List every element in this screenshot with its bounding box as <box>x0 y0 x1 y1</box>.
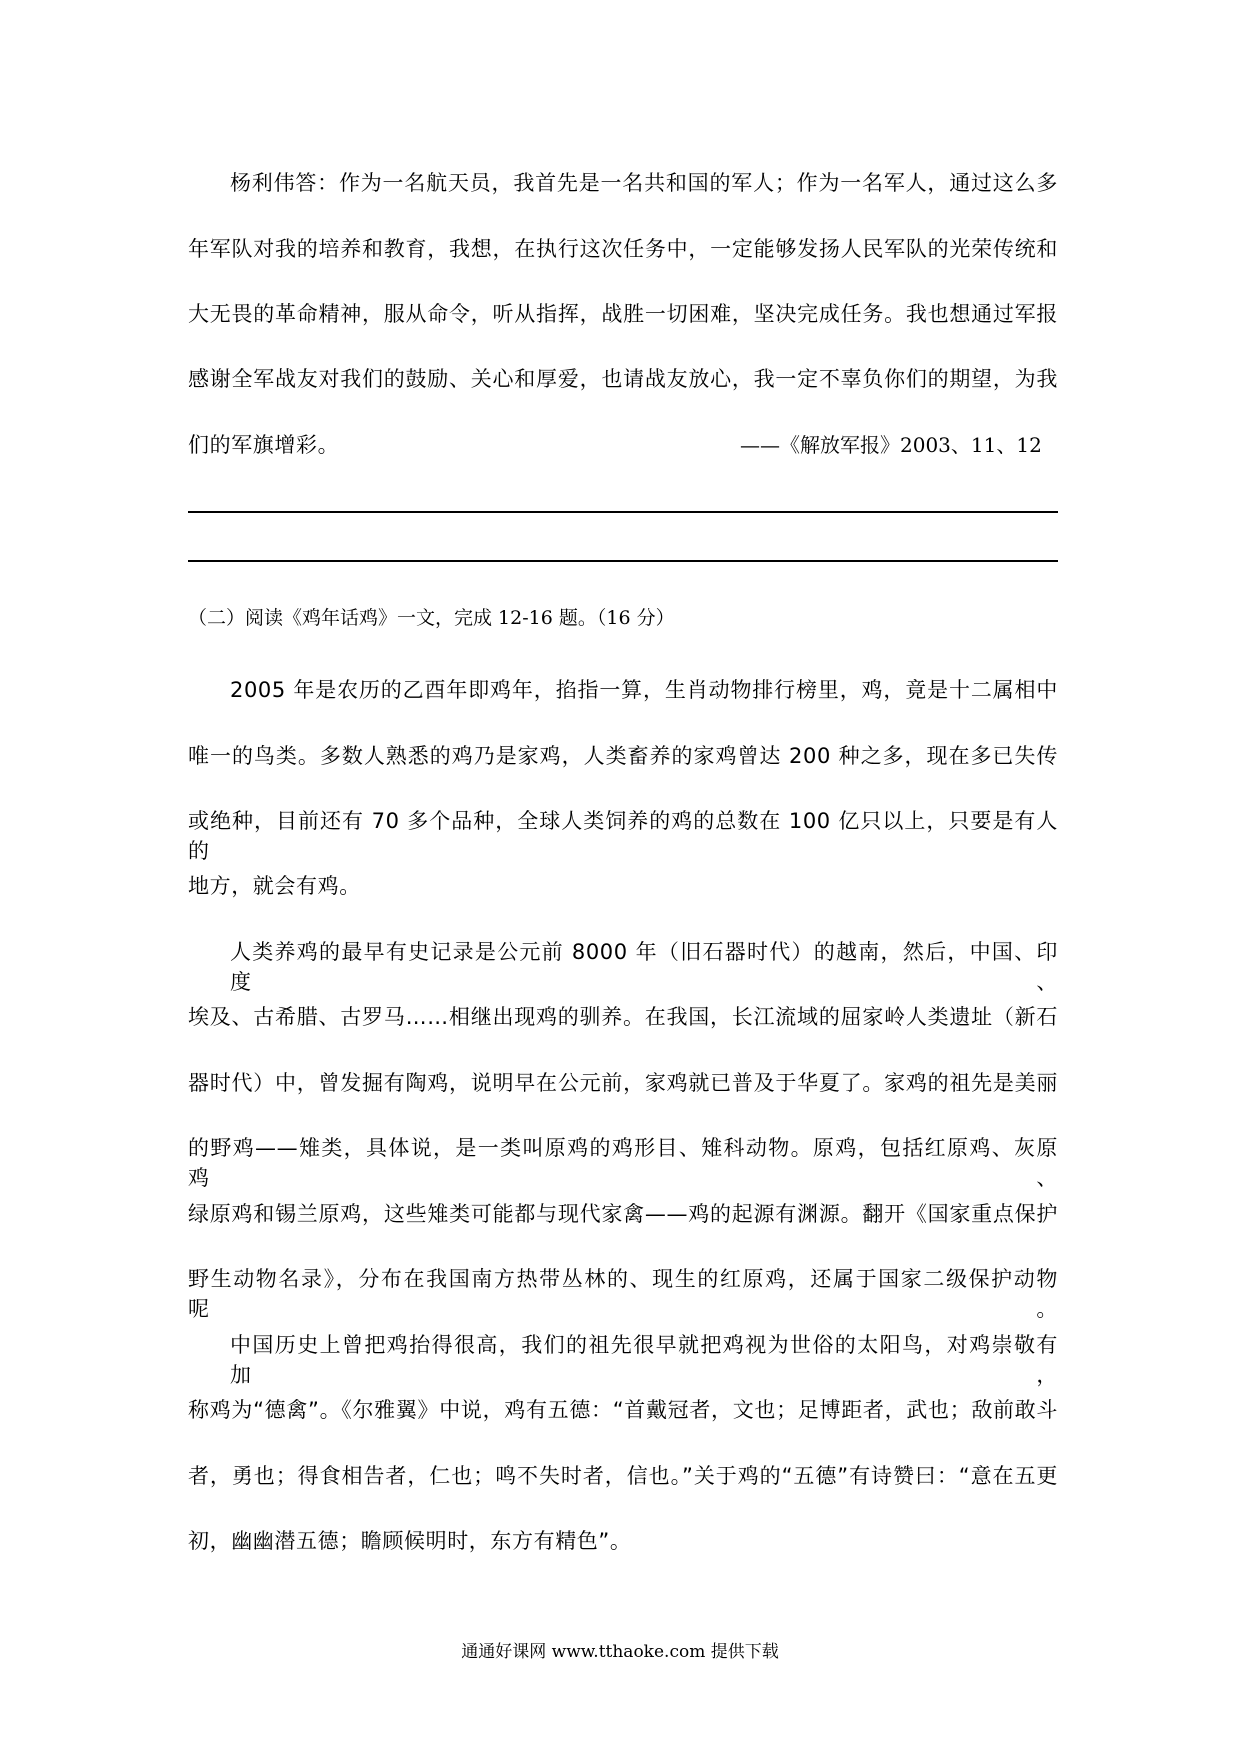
paragraph2-line-6: 野生动物名录》，分布在我国南方热带丛林的、现生的红原鸡，还属于国家二级保护动物呢。 <box>188 1267 1058 1321</box>
answer-rule-1 <box>188 511 1058 513</box>
page-footer: 通通好课网 www.tthaoke.com 提供下载 <box>461 1642 779 1662</box>
paragraph3-line-4: 初，幽幽潜五德；瞻顾候明时，东方有精色”。 <box>188 1529 632 1553</box>
section-title: （二）阅读《鸡年话鸡》一文，完成 12-16 题。（16 分） <box>188 607 675 629</box>
paragraph2-line-3: 器时代）中，曾发掘有陶鸡，说明早在公元前，家鸡就已普及于华夏了。家鸡的祖先是美丽 <box>188 1071 1058 1095</box>
passage1-line-2: 年军队对我的培养和教育，我想，在执行这次任务中，一定能够发扬人民军队的光荣传统和 <box>188 237 1058 261</box>
paragraph2-line-1: 人类养鸡的最早有史记录是公元前 8000 年（旧石器时代）的越南，然后，中国、印度、 <box>230 940 1058 994</box>
paragraph1-line-3: 或绝种，目前还有 70 多个品种，全球人类饲养的鸡的总数在 100 亿只以上，只要是有人的 <box>188 809 1058 863</box>
citation: ——《解放军报》2003、11、12 <box>740 433 1042 457</box>
passage1-line-5: 们的军旗增彩。 <box>188 433 340 457</box>
passage1-line-3: 大无畏的革命精神，服从命令，听从指挥，战胜一切困难，坚决完成任务。我也想通过军报 <box>188 302 1058 326</box>
paragraph3-line-2: 称鸡为“德禽”。《尔雅翼》中说，鸡有五德：“首戴冠者，文也；足博距者，武也；敌前敢斗 <box>188 1398 1058 1422</box>
paragraph1-line-2: 唯一的鸟类。多数人熟悉的鸡乃是家鸡，人类畜养的家鸡曾达 200 种之多，现在多已失传 <box>188 744 1058 768</box>
answer-rule-2 <box>188 560 1058 562</box>
passage1-line-4: 感谢全军战友对我们的鼓励、关心和厚爱，也请战友放心，我一定不辜负你们的期望，为我 <box>188 367 1058 391</box>
passage1-line-1: 杨利伟答：作为一名航天员，我首先是一名共和国的军人；作为一名军人，通过这么多 <box>230 171 1058 195</box>
paragraph3-line-1: 中国历史上曾把鸡抬得很高，我们的祖先很早就把鸡视为世俗的太阳鸟，对鸡崇敬有加， <box>230 1333 1058 1387</box>
paragraph2-line-2: 埃及、古希腊、古罗马……相继出现鸡的驯养。在我国，长江流域的屈家岭人类遗址（新石 <box>188 1005 1058 1029</box>
paragraph1-line-4: 地方，就会有鸡。 <box>188 874 361 898</box>
paragraph2-line-5: 绿原鸡和锡兰原鸡，这些雉类可能都与现代家禽——鸡的起源有渊源。翻开《国家重点保护 <box>188 1202 1058 1226</box>
paragraph2-line-4: 的野鸡——雉类，具体说，是一类叫原鸡的鸡形目、雉科动物。原鸡，包括红原鸡、灰原鸡、 <box>188 1136 1058 1190</box>
paragraph1-line-1: 2005 年是农历的乙酉年即鸡年，掐指一算，生肖动物排行榜里，鸡，竟是十二属相中 <box>230 678 1058 702</box>
paragraph3-line-3: 者，勇也；得食相告者，仁也；鸣不失时者，信也。”关于鸡的“五德”有诗赞曰：“意在五更 <box>188 1464 1058 1488</box>
